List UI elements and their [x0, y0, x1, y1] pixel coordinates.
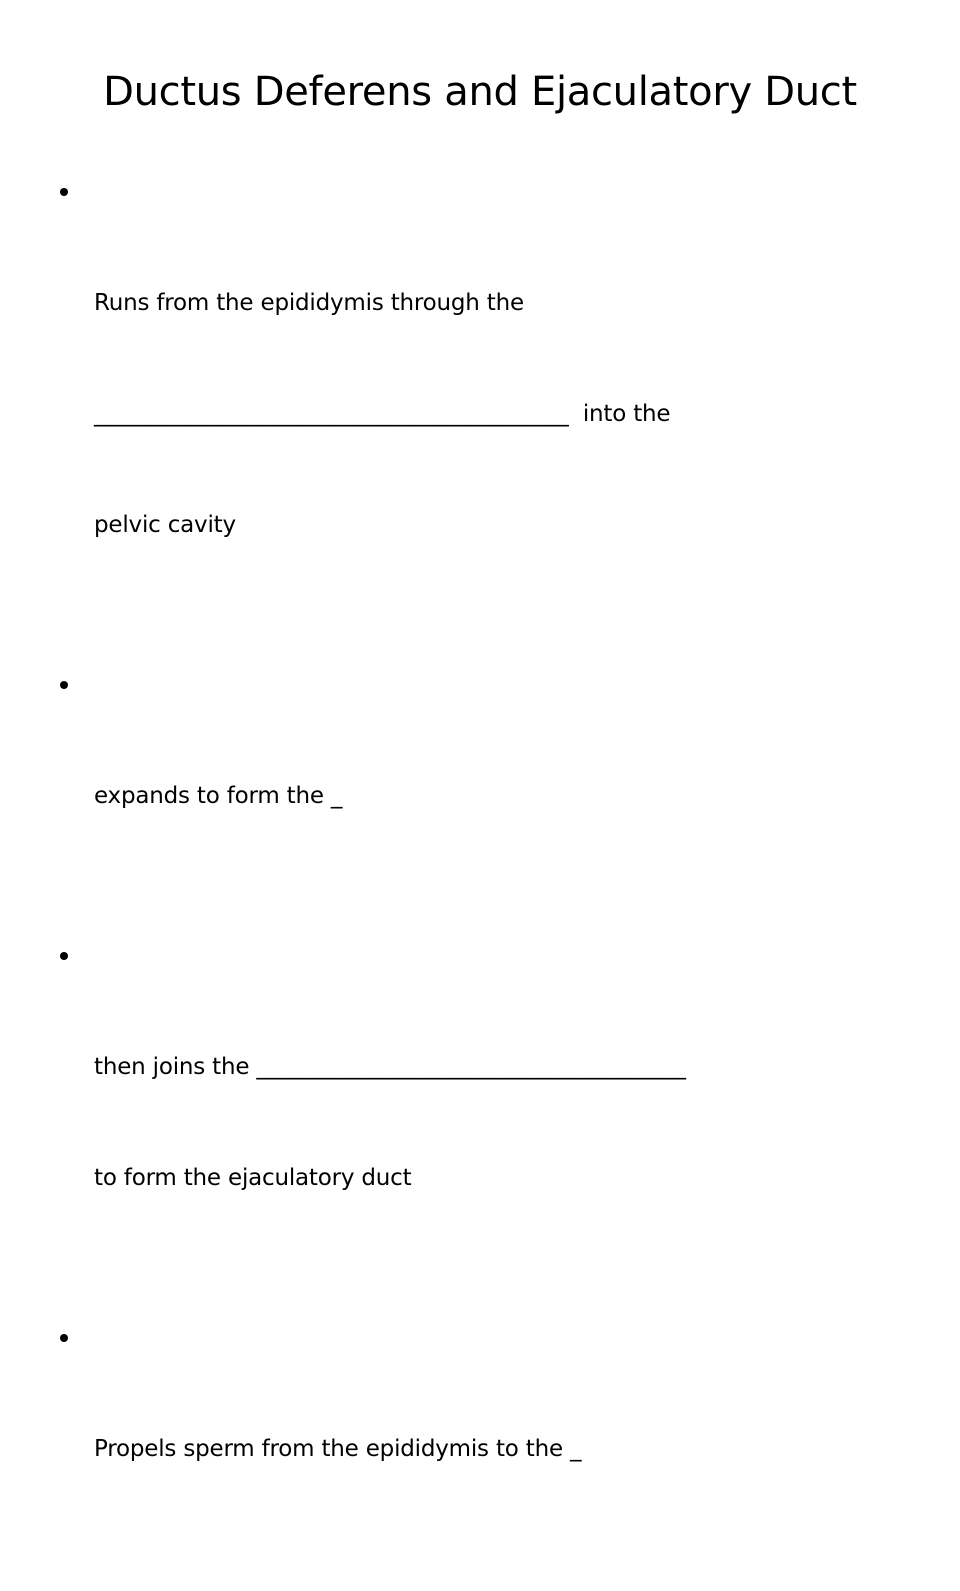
- bullet-line: Propels sperm from the epididymis to the _: [94, 1436, 582, 1462]
- bullet-item-expands: [60, 667, 920, 889]
- bullet-line: pelvic cavity: [94, 512, 236, 538]
- bullet-item-propels: [60, 1320, 920, 1542]
- bullet-dot-icon: [60, 1334, 68, 1342]
- bullet-list: [60, 174, 920, 1591]
- bullet-dot-icon: [60, 681, 68, 689]
- bullet-dot-icon: [60, 188, 68, 196]
- bullet-dot-icon: [60, 952, 68, 960]
- bullet-line: Runs from the epididymis through the: [94, 290, 524, 316]
- slide-title: Ductus Deferens and Ejaculatory Duct: [103, 69, 857, 115]
- bullet-line-blank: __________________________________________ into the: [94, 401, 671, 427]
- bullet-item-then-joins: [60, 938, 920, 1271]
- bullet-line: to form the ejaculatory duct: [94, 1165, 412, 1191]
- bullet-item-runs-from: [60, 174, 920, 618]
- bullet-line-blank: then joins the ______________________________________: [94, 1054, 686, 1080]
- bullet-line: expands to form the _: [94, 783, 343, 809]
